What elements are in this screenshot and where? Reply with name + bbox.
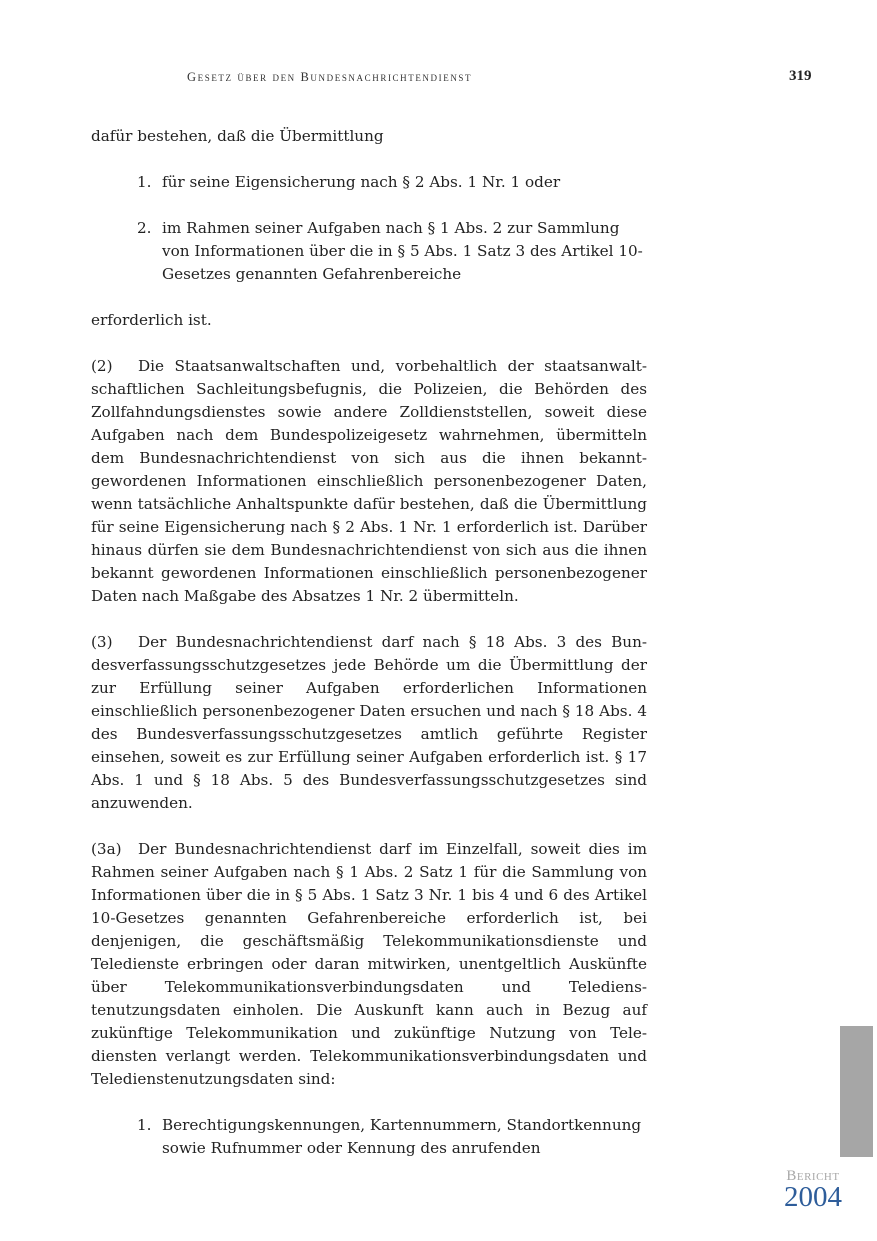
list-item-text: Berechtigungskennungen, Kartennummern, Standortkennung sowie Rufnummer oder Kennung des anrufenden [162, 1116, 642, 1157]
paragraph-text: Der Bundesnachrichtendienst darf im Einzelfall, soweit dies im Rahmen seiner Aufgaben nach § 1 Abs. 2 Satz 1 für die Sammlung von Informationen über die in § 5 Abs. 1 Satz 3 Nr. 1 bis 4 und 6 des Artikel 10-Gesetzes genannten Gefahrenbereiche erforderlich ist, bei denjenigen, die geschäftsmäßig Telekommunikationsdienste und Teledienste erbringen oder daran mitwirken, unentgeltlich Auskünfte über Telekommunikationsverbindungsdaten und Teledienstenutzungsdaten einholen. Die Auskunft kann auch in Bezug auf zukünftige Telekommunikation und zukünftige Nutzung von Telediensten verlangt werden. Telekommunikationsverbindungsdaten und Teledienstenutzungsdaten sind: [91, 840, 647, 1088]
paragraph-text: Der Bundesnachrichtendienst darf nach § 18 Abs. 3 des Bundesverfassungsschutzgesetzes jede Behörde um die Übermittlung der zur Erfüllung seiner Aufgaben erforderlichen Informationen einschließlich personenbezogener Daten ersuchen und nach § 18 Abs. 4 des Bundesverfassungsschutzgesetzes amtlich geführte Register einsehen, soweit es zur Erfüllung seiner Aufgaben erforderlich ist. § 17 Abs. 1 und § 18 Abs. 5 des Bundesverfassungsschutzgesetzes sind anzuwenden. [91, 633, 647, 812]
list-item-number: 1. [137, 173, 152, 191]
paragraph-label: (3a) [91, 840, 122, 858]
numbered-list-purposes [91, 171, 647, 286]
list-item-text: im Rahmen seiner Aufgaben nach § 1 Abs. 2 zur Sammlung von Informationen über die in § 5 Abs. 1 Satz 3 des Artikel 10-Gesetzes genannten Gefahrenbereiche [162, 219, 643, 283]
paragraph-label: (2) [91, 357, 113, 375]
list-item-number: 1. [137, 1116, 152, 1134]
report-brand-word: Bericht [786, 1168, 840, 1184]
list-item [137, 217, 647, 286]
section-tab-marker [840, 1026, 873, 1157]
list-item-text: für seine Eigensicherung nach § 2 Abs. 1 Nr. 1 oder [162, 173, 561, 191]
numbered-list-data-types [91, 1114, 647, 1160]
paragraph-2 [91, 355, 647, 608]
list-item-number: 2. [137, 219, 152, 237]
list-item [137, 171, 647, 194]
paragraph-label: (3) [91, 633, 113, 651]
running-head-title: Gesetz über den Bundesnachrichtendienst [187, 70, 473, 84]
paragraph-3 [91, 631, 647, 815]
paragraph-3a [91, 838, 647, 1091]
intro-paragraph: dafür bestehen, daß die Übermittlung [91, 127, 384, 145]
list-item [137, 1114, 647, 1160]
document-body [91, 125, 647, 1183]
closing-paragraph: erforderlich ist. [91, 311, 212, 329]
paragraph-text: Die Staatsanwaltschaften und, vorbehaltlich der staatsanwaltschaftlichen Sachleitungsbefugnis, die Polizeien, die Behörden des Zollfahndungsdienstes sowie andere Zolldienststellen, soweit diese Aufgaben nach dem Bundespolizeigesetz wahrnehmen, übermitteln dem Bundesnachrichtendienst von sich aus die ihnen bekanntgewordenen Informationen einschließlich personenbezogener Daten, wenn tatsächliche Anhaltspunkte dafür bestehen, daß die Übermittlung für seine Eigensicherung nach § 2 Abs. 1 Nr. 1 erforderlich ist. Darüber hinaus dürfen sie dem Bundesnachrichtendienst von sich aus die ihnen bekannt gewordenen Informationen einschließlich personenbezogener Daten nach Maßgabe des Absatzes 1 Nr. 2 übermitteln. [91, 357, 647, 605]
report-brand-year: 2004 [784, 1181, 842, 1213]
page-number: 319 [789, 68, 812, 84]
